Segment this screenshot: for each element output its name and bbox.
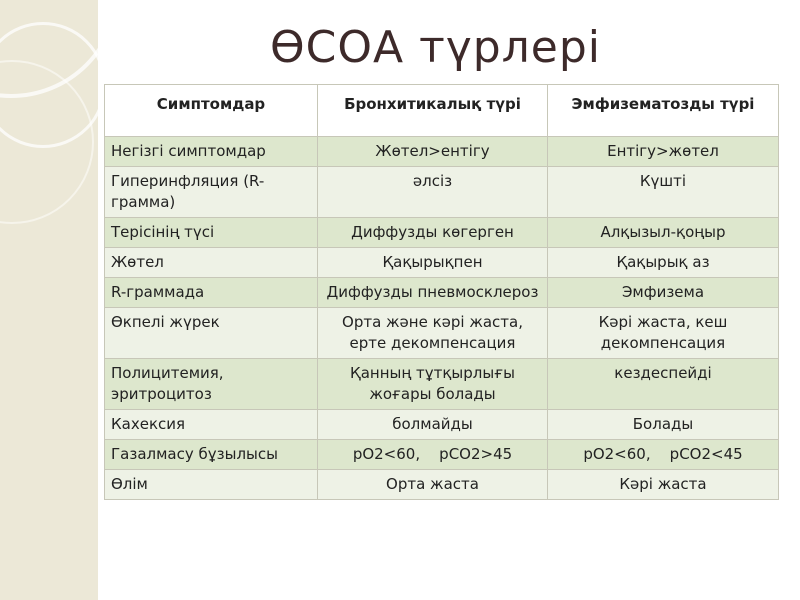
table-cell: Газалмасу бұзылысы: [105, 440, 318, 470]
table-cell: Орта жаста: [318, 470, 548, 500]
table-cell: Терісінің түсі: [105, 218, 318, 248]
table-cell: әлсіз: [318, 167, 548, 218]
table-row: [105, 248, 779, 278]
table-cell: Полицитемия, эритроцитоз: [105, 359, 318, 410]
table-header-row: [105, 85, 779, 137]
table-cell: Кәрі жаста: [548, 470, 779, 500]
table-cell: Алқызыл-қоңыр: [548, 218, 779, 248]
table-cell: Орта және кәрі жаста, ерте декомпенсация: [318, 308, 548, 359]
table-cell: pO2<60, pCO2<45: [548, 440, 779, 470]
table-row: [105, 308, 779, 359]
column-header: Эмфизематозды түрі: [548, 85, 779, 137]
table-row: [105, 167, 779, 218]
table-cell: Эмфизема: [548, 278, 779, 308]
slide-title: ӨСОА түрлері: [270, 22, 602, 73]
table-row: [105, 137, 779, 167]
table-row: [105, 470, 779, 500]
table-row: [105, 440, 779, 470]
table-cell: Күшті: [548, 167, 779, 218]
table-cell: Жөтел: [105, 248, 318, 278]
table-cell: Негізгі симптомдар: [105, 137, 318, 167]
table-cell: Диффузды көгерген: [318, 218, 548, 248]
table-cell: болмайды: [318, 410, 548, 440]
column-header: Бронхитикалық түрі: [318, 85, 548, 137]
decorative-left-band: [0, 0, 98, 600]
table-cell: Болады: [548, 410, 779, 440]
table-cell: Қанның тұтқырлығы жоғары болады: [318, 359, 548, 410]
table-cell: pO2<60, pCO2>45: [318, 440, 548, 470]
table-cell: Қақырық аз: [548, 248, 779, 278]
decorative-divider: [98, 0, 100, 600]
table-row: [105, 278, 779, 308]
table-cell: R-граммада: [105, 278, 318, 308]
table-cell: Ентігу>жөтел: [548, 137, 779, 167]
table-cell: кездеспейді: [548, 359, 779, 410]
table-cell: Кахексия: [105, 410, 318, 440]
table-cell: Өлім: [105, 470, 318, 500]
table-cell: Қақырықпен: [318, 248, 548, 278]
table-cell: Гиперинфляция (R-грамма): [105, 167, 318, 218]
table-cell: Өкпелі жүрек: [105, 308, 318, 359]
table-row: [105, 359, 779, 410]
table-cell: Кәрі жаста, кеш декомпенсация: [548, 308, 779, 359]
table-row: [105, 218, 779, 248]
table-cell: Жөтел>ентігу: [318, 137, 548, 167]
table-row: [105, 410, 779, 440]
comparison-table: [104, 84, 779, 500]
column-header: Симптомдар: [105, 85, 318, 137]
table-cell: Диффузды пневмосклероз: [318, 278, 548, 308]
